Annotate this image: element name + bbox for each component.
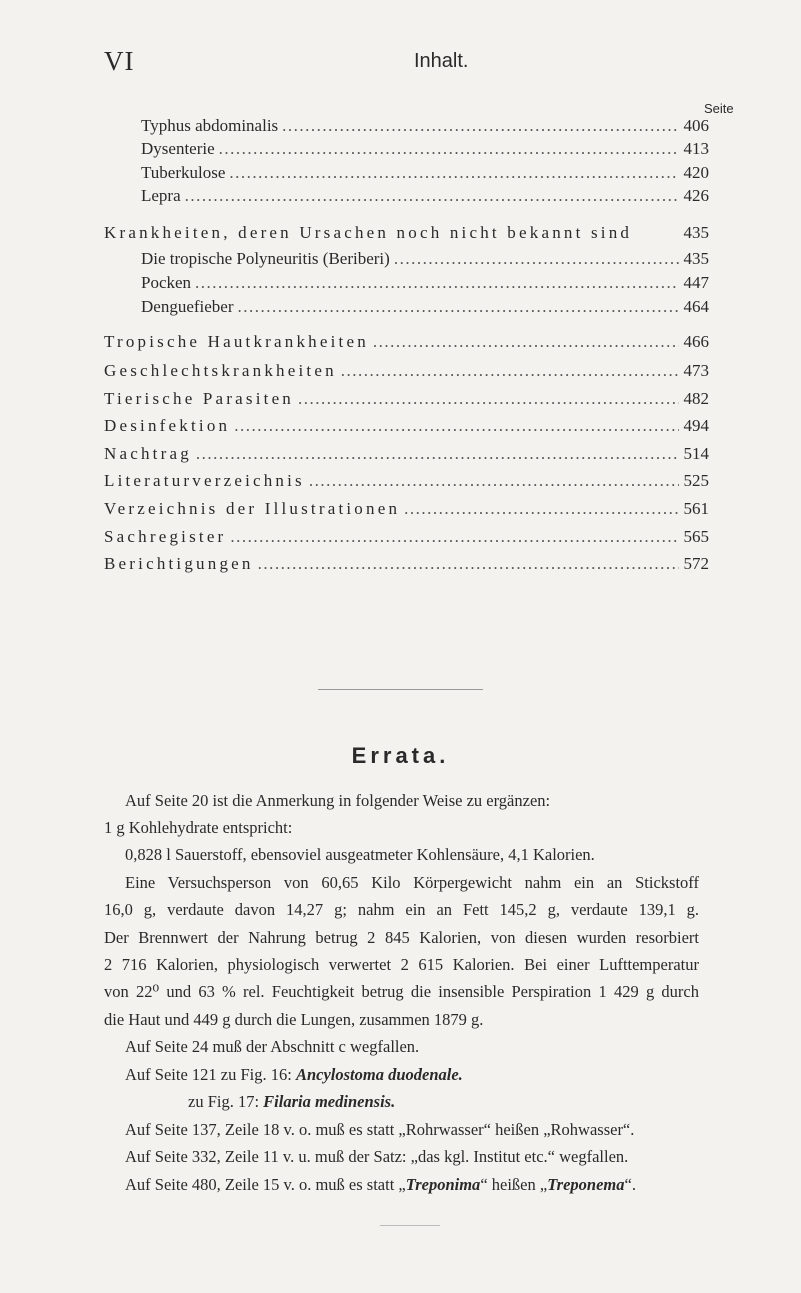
toc-entry-page: 466 <box>683 332 709 351</box>
species-name: Treponima <box>405 1175 481 1194</box>
toc-leader-dots <box>185 186 679 206</box>
toc-leader-dots <box>298 389 679 409</box>
toc-leader-dots <box>282 116 679 136</box>
errata-line: von 22⁰ und 63 % rel. Feuchtigkeit betrug die insensible Perspiration 1 429 g durch <box>104 982 699 1001</box>
toc-entry-page: 464 <box>683 297 709 316</box>
toc-leader-dots <box>258 554 679 574</box>
errata-line: Auf Seite 137, Zeile 18 v. o. muß es statt „Rohrwasser“ heißen „Rohwasser“. <box>125 1120 635 1139</box>
toc-entry-label: Sachregister <box>104 527 227 546</box>
toc-entry-page: 447 <box>683 273 709 292</box>
toc-entry-page: 406 <box>683 116 709 135</box>
toc-entry-illustrationen <box>104 499 709 523</box>
toc-entry-page: 525 <box>683 471 709 490</box>
errata-line: Auf Seite 332, Zeile 11 v. u. muß der Satz: „das kgl. Institut etc.“ wegfallen. <box>125 1147 629 1166</box>
toc-entry-tierische-parasiten <box>104 389 709 413</box>
toc-leader-dots <box>219 139 679 159</box>
toc-entry-label: Lepra <box>141 186 181 205</box>
errata-text: Auf Seite 480, Zeile 15 v. o. muß es statt „ <box>125 1175 406 1194</box>
errata-line: Auf Seite 20 ist die Anmerkung in folgender Weise zu ergänzen: <box>125 791 551 810</box>
toc-entry-desinfektion <box>104 416 709 440</box>
toc-leader-dots <box>230 527 679 547</box>
toc-leader-dots <box>229 163 679 183</box>
toc-entry-lepra <box>141 186 709 210</box>
toc-entry-label: Nachtrag <box>104 444 192 463</box>
toc-entry-pocken <box>141 273 709 297</box>
toc-entry-page: 494 <box>683 416 709 435</box>
toc-entry-page: 413 <box>683 139 709 158</box>
page-number: VI <box>104 46 135 76</box>
section-divider <box>318 689 483 690</box>
errata-line: die Haut und 449 g durch die Lungen, zusammen 1879 g. <box>104 1010 484 1029</box>
errata-line: 2 716 Kalorien, physiologisch verwertet 2 615 Kalorien. Bei einer Lufttemperatur <box>104 955 699 974</box>
toc-entry-label: Verzeichnis der Illustrationen <box>104 499 401 518</box>
errata-line <box>188 1092 395 1112</box>
errata-line: Eine Versuchsperson von 60,65 Kilo Körpergewicht nahm ein an Stickstoff <box>125 873 699 892</box>
toc-entry-krankheiten-unbekannt <box>104 223 709 247</box>
toc-entry-label: Tropische Hautkrankheiten <box>104 332 369 351</box>
toc-leader-dots <box>394 249 679 269</box>
toc-entry-label: Literaturverzeichnis <box>104 471 305 490</box>
toc-entry-label: Desinfektion <box>104 416 231 435</box>
toc-entry-literaturverzeichnis <box>104 471 709 495</box>
species-name: Filaria medinensis. <box>263 1092 396 1111</box>
toc-entry-denguefieber <box>141 297 709 321</box>
toc-entry-label: Geschlechtskrankheiten <box>104 361 337 380</box>
errata-line <box>125 1175 636 1195</box>
toc-entry-label: Krankheiten, deren Ursachen noch nicht bekannt sind <box>104 223 633 242</box>
errata-line: Auf Seite 24 muß der Abschnitt c wegfallen. <box>125 1037 420 1056</box>
toc-entry-sachregister <box>104 527 709 551</box>
toc-entry-label: Denguefieber <box>141 297 234 316</box>
errata-text: “ heißen „ <box>480 1175 548 1194</box>
errata-text: “. <box>624 1175 636 1194</box>
toc-entry-polyneuritis <box>141 249 709 273</box>
toc-entry-label: Tierische Parasiten <box>104 389 295 408</box>
running-title: Inhalt. <box>414 50 469 72</box>
toc-entry-page: 426 <box>683 186 709 205</box>
toc-entry-label: Tuberkulose <box>141 163 226 182</box>
errata-line <box>125 1065 463 1085</box>
errata-line: Der Brennwert der Nahrung betrug 2 845 Kalorien, von diesen wurden resorbiert <box>104 928 699 947</box>
toc-entry-nachtrag <box>104 444 709 468</box>
toc-entry-page: 572 <box>683 554 709 573</box>
toc-entry-geschlechtskrankheiten <box>104 361 709 385</box>
toc-entry-label: Dysenterie <box>141 139 215 158</box>
toc-entry-page: 482 <box>683 389 709 408</box>
toc-entry-tropische-hautkrankheiten <box>104 332 709 356</box>
errata-text: Auf Seite 121 zu Fig. 16: <box>125 1065 296 1084</box>
species-name: Treponema <box>547 1175 625 1194</box>
toc-entry-page: 420 <box>683 163 709 182</box>
species-name: Ancylostoma duodenale. <box>295 1065 463 1084</box>
toc-leader-dots <box>238 297 679 317</box>
toc-entry-page: 514 <box>683 444 709 463</box>
errata-line: 0,828 l Sauerstoff, ebensoviel ausgeatmeter Kohlensäure, 4,1 Kalorien. <box>125 845 595 864</box>
errata-text: zu Fig. 17: <box>188 1092 264 1111</box>
toc-leader-dots <box>373 332 679 352</box>
toc-entry-berichtigungen <box>104 554 709 578</box>
toc-leader-dots <box>234 416 679 436</box>
toc-entry-typhus <box>141 116 709 140</box>
toc-entry-label: Typhus abdominalis <box>141 116 279 135</box>
toc-leader-dots <box>341 361 679 381</box>
toc-entry-label: Die tropische Polyneuritis (Beriberi) <box>141 249 390 268</box>
errata-heading: Errata. <box>351 743 450 768</box>
toc-entry-page: 473 <box>683 361 709 380</box>
toc-leader-dots <box>309 471 679 491</box>
toc-entry-page: 565 <box>683 527 709 546</box>
toc-entry-label: Pocken <box>141 273 192 292</box>
page-header <box>0 46 801 86</box>
toc-leader-dots <box>404 499 679 519</box>
toc-entry-page: 435 <box>683 223 709 242</box>
toc-entry-tuberkulose <box>141 163 709 187</box>
bottom-divider <box>380 1225 440 1226</box>
toc-leader-dots <box>196 444 679 464</box>
toc-entry-dysenterie <box>141 139 709 163</box>
errata-line: 1 g Kohlehydrate entspricht: <box>104 818 293 837</box>
toc-entry-page: 435 <box>683 249 709 268</box>
toc-entry-label: Berichtigungen <box>104 554 254 573</box>
errata-line: 16,0 g, verdaute davon 14,27 g; nahm ein an Fett 145,2 g, verdaute 139,1 g. <box>104 900 699 919</box>
toc-page-column-label: Seite <box>704 101 734 116</box>
toc-leader-dots <box>195 273 679 293</box>
toc-entry-page: 561 <box>683 499 709 518</box>
